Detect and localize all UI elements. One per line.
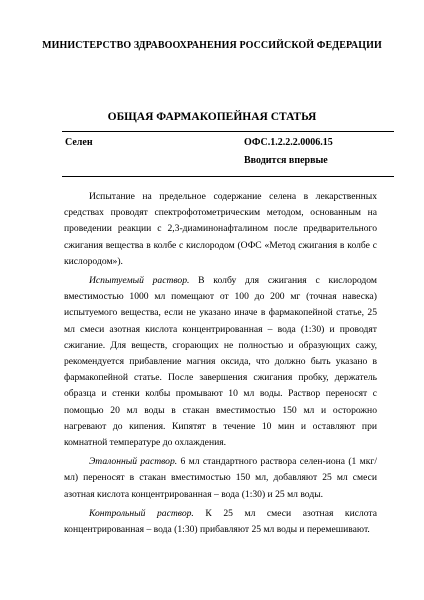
article-status: Вводится впервые bbox=[244, 155, 328, 166]
article-type-heading: ОБЩАЯ ФАРМАКОПЕЙНАЯ СТАТЬЯ bbox=[107, 111, 317, 123]
header-top-rule bbox=[62, 131, 394, 132]
test-solution-text: В колбу для сжигания с кислородом вместимостью 1000 мл помещают от 100 до 200 мг (точная навеска) испытуемого вещества, если не указано иначе в фармакопейной статье, 25 мл смеси азотная кислота концентрированная – вода (1:30) и проводят сжигание. Для веществ, сгорающих не полностью и образующих сажу, рекомендуется прибавление магния оксида, что должно быть указано в фармакопейной статье. После завершения сжигания пробку, держатель образца и стенки колбы промывают 10 мл воды. Раствор переносят с помощью 20 мл воды в стакан вместимостью 150 мл и осторожно нагревают до кипения. Кипятят в течение 10 мин и оставляют при комнатной температуре до охлаждения. bbox=[64, 275, 377, 449]
reference-solution-paragraph bbox=[64, 454, 377, 503]
reference-solution-text: 6 мл стандартного раствора селен-иона (1 мкг/мл) переносят в стакан вместимостью 150 мл, добавляют 25 мл смеси азотная кислота концентрированная – вода (1:30) и 25 мл воды. bbox=[64, 456, 378, 500]
intro-paragraph bbox=[64, 189, 377, 270]
header-bottom-rule bbox=[62, 176, 394, 177]
test-solution-lead: Испытуемый раствор. bbox=[89, 275, 190, 287]
control-solution-lead: Контрольный раствор. bbox=[89, 507, 194, 519]
article-code: ОФС.1.2.2.2.0006.15 bbox=[244, 137, 333, 148]
article-body bbox=[64, 189, 377, 540]
control-solution-text: К 25 мл смеси азотная кислота концентрированная – вода (1:30) прибавляют 25 мл воды и перемешивают. bbox=[64, 507, 378, 536]
ministry-heading: МИНИСТЕРСТВО ЗДРАВООХРАНЕНИЯ РОССИЙСКОЙ ФЕДЕРАЦИИ bbox=[42, 40, 382, 51]
test-solution-paragraph bbox=[64, 273, 377, 451]
control-solution-paragraph bbox=[64, 506, 377, 538]
intro-text: Испытание на предельное содержание селена в лекарственных средствах проводят спектрофотометрическим методом, основанным на проведении реакции с 2,3-диаминонафталином после предварительного сжигания вещества в колбе с кислородом (ОФС «Метод сжигания в колбе с кислородом»). bbox=[64, 191, 377, 267]
reference-solution-lead: Эталонный раствор. bbox=[89, 456, 178, 468]
article-subject: Селен bbox=[65, 137, 93, 148]
